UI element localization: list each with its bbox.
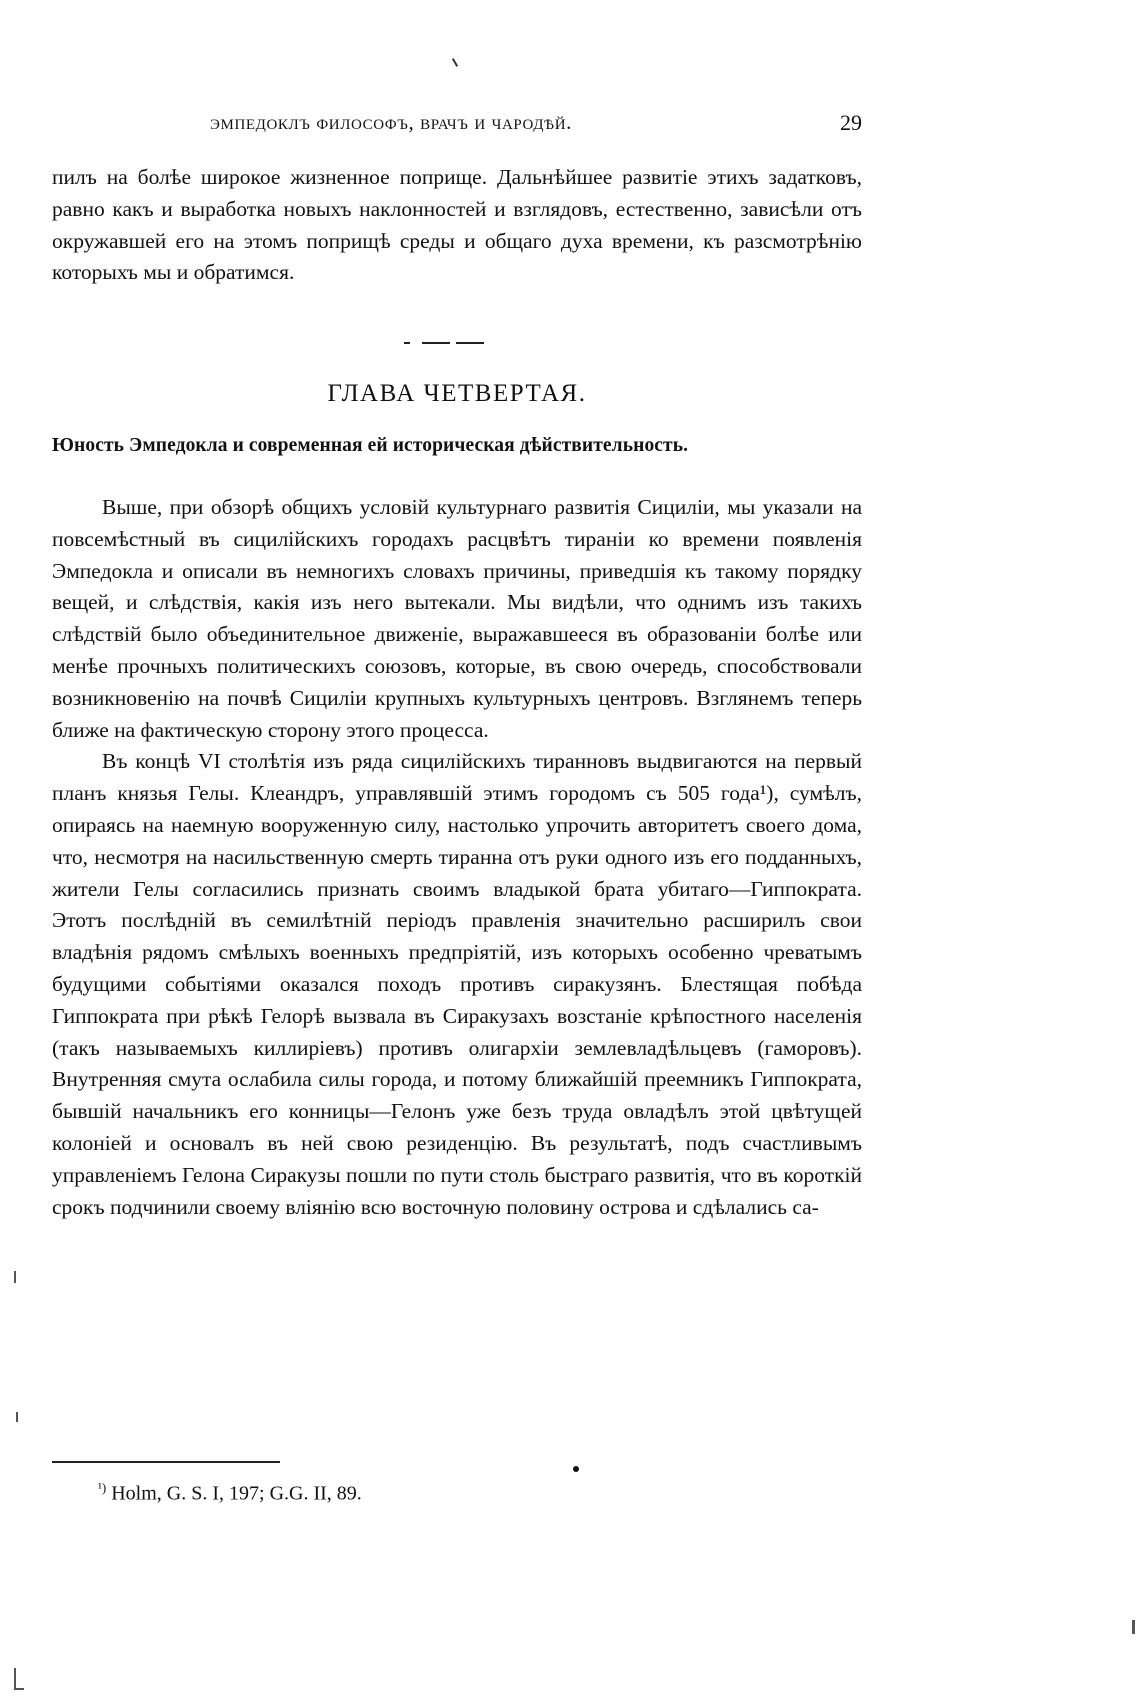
ink-dot bbox=[573, 1466, 579, 1472]
book-page bbox=[52, 0, 862, 1697]
footnote-text: Holm, G. S. I, 197; G.G. II, 89. bbox=[106, 1482, 362, 1505]
margin-mark bbox=[14, 1271, 16, 1283]
footnote-rule bbox=[52, 1461, 280, 1463]
intro-paragraph: пилъ на болѣе широкое жизненное поприще. Дальнѣйшее развитіе этихъ задатковъ, равно какъ и выработка новыхъ наклонностей и взглядовъ, естественно, зависѣли отъ окружавшей его на этомъ поприщѣ среды и общаго духа времени, къ разсмотрѣнію которыхъ мы и обратимся. bbox=[52, 165, 862, 285]
stray-mark bbox=[452, 58, 458, 67]
page-number: 29 bbox=[840, 110, 862, 135]
footnote bbox=[98, 1480, 362, 1506]
margin-mark bbox=[16, 1412, 18, 1422]
margin-mark bbox=[1132, 1620, 1135, 1634]
margin-mark bbox=[14, 1668, 16, 1690]
section-separator bbox=[404, 342, 484, 344]
chapter-title: ГЛАВА ЧЕТВЕРТАЯ. bbox=[327, 380, 587, 407]
paragraph: Выше, при обзорѣ общихъ условій культурнаго развитія Сициліи, мы указали на повсемѣстный въ сицилійскихъ городахъ расцвѣтъ тираніи ко времени появленія Эмпедокла и описали въ немногихъ словахъ причины, приведшія къ такому порядку вещей, и слѣдствія, какія изъ него вытекали. Мы видѣли, что однимъ изъ такихъ слѣдствій было объединительное движеніе, выражавшееся въ образованіи болѣе или менѣе прочныхъ политическихъ союзовъ, которые, въ свою очередь, способствовали возникновенію на почвѣ Сициліи крупныхъ культурныхъ центровъ. Взглянемъ теперь ближе на фактическую сторону этого процесса. bbox=[52, 495, 862, 742]
chapter-body bbox=[52, 492, 862, 1223]
chapter-subtitle: Юность Эмпедокла и современная ей историческая дѣйствительность. bbox=[52, 435, 689, 456]
running-head bbox=[52, 110, 862, 140]
footnote-marker: ¹) bbox=[98, 1480, 107, 1495]
running-title: эмпедоклъ философъ, врачъ и чародѣй. bbox=[210, 110, 572, 134]
paragraph: Въ концѣ VI столѣтія изъ ряда сицилійскихъ тиранновъ выдвигаются на первый планъ князья Гелы. Клеандръ, управлявшій этимъ городомъ съ 505 года¹), сумѣлъ, опираясь на наемную вооруженную силу, настолько упрочить авторитетъ своего дома, что, несмотря на насильственную смерть тиранна отъ руки одного изъ его подданныхъ, жители Гелы согласились признать своимъ владыкой брата убитаго—Гиппократа. Этотъ послѣдній въ семилѣтній періодъ правленія значительно расширилъ свои владѣнія рядомъ смѣлыхъ военныхъ предпріятій, изъ которыхъ особенно чреватымъ будущими событіями оказался походъ противъ сиракузянъ. Блестящая побѣда Гиппократа при рѣкѣ Гелорѣ вызвала въ Сиракузахъ возстаніе крѣпостного населенія (такъ называемыхъ киллиріевъ) противъ олигархіи землевладѣльцевъ (гаморовъ). Внутренняя смута ослабила силы города, и потому ближайшій преемникъ Гиппократа, бывшій начальникъ его конницы—Гелонъ уже безъ труда овладѣлъ этой цвѣтущей колоніей и основалъ въ ней свою резиденцію. Въ результатѣ, подъ счастливымъ управленіемъ Гелона Сиракузы пошли по пути столь быстраго развитія, что въ короткій срокъ подчинили своему вліянію всю восточную половину острова и сдѣлались са- bbox=[52, 749, 862, 1219]
intro-paragraph-block bbox=[52, 162, 862, 289]
margin-mark bbox=[14, 1688, 24, 1690]
